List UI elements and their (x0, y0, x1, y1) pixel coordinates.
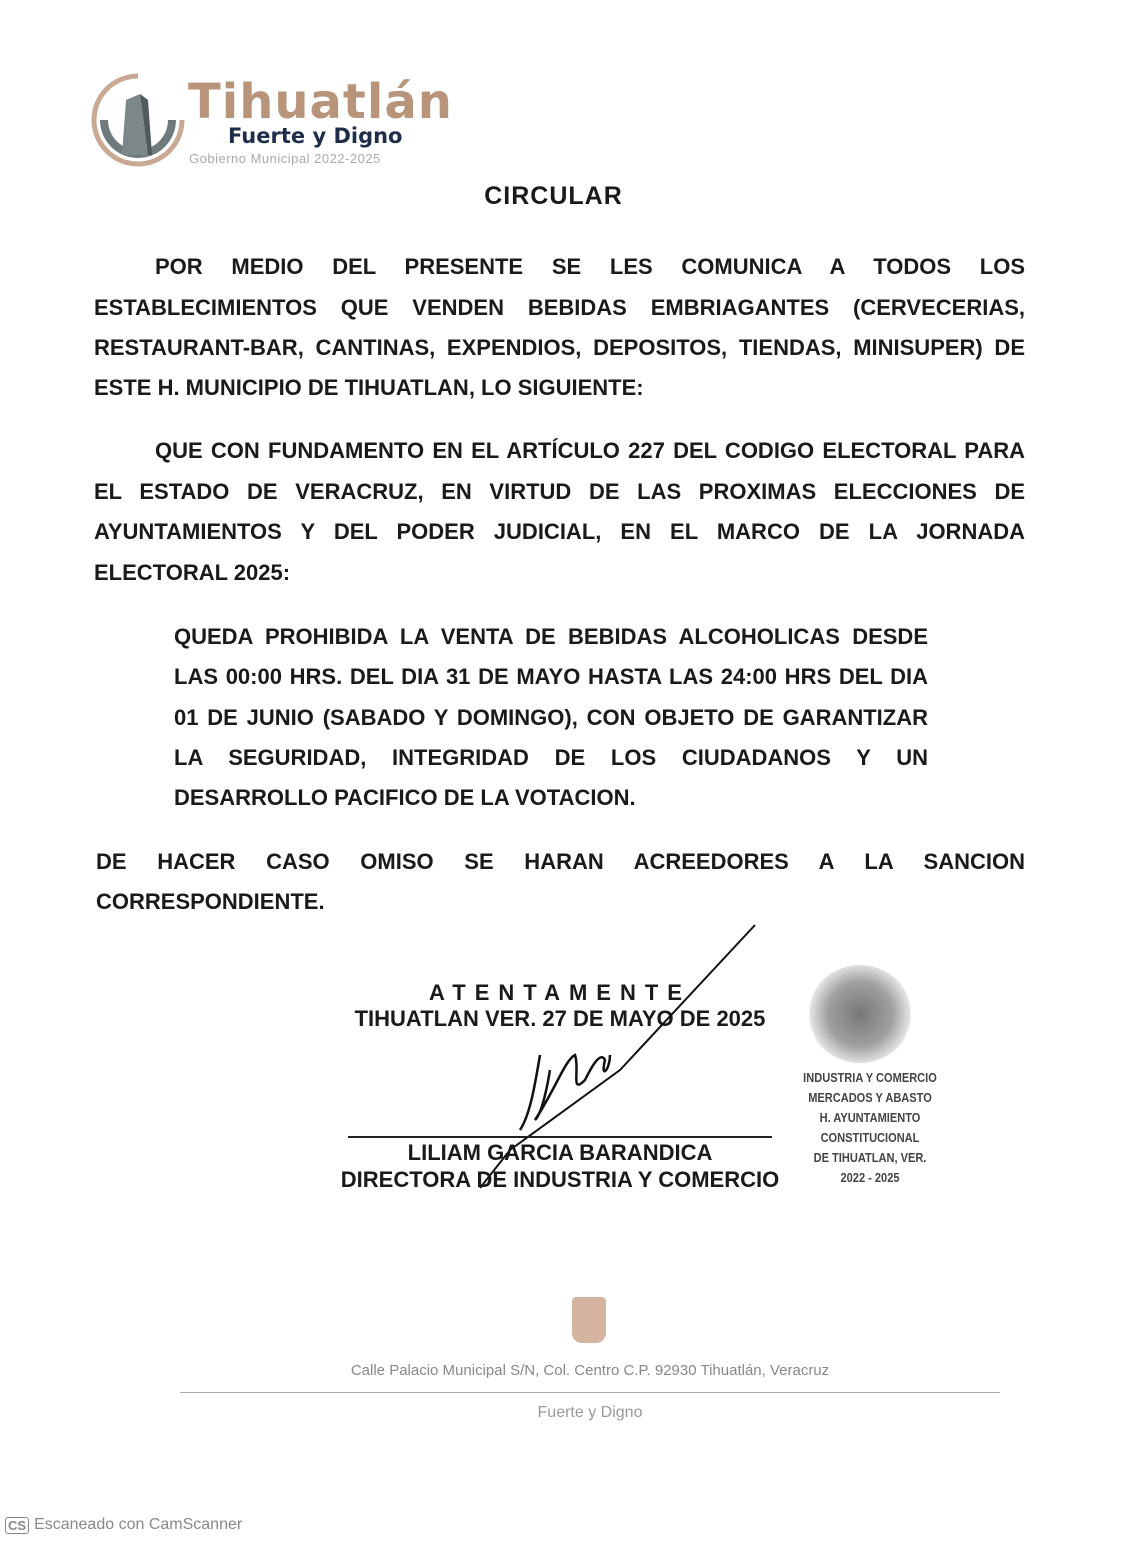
signer-title: DIRECTORA DE INDUSTRIA Y COMERCIO (340, 1167, 780, 1192)
text-line: LA SEGURIDAD, INTEGRIDAD DE LOS CIUDADANOS Y UN (174, 745, 928, 770)
text-line: ELECTORAL 2025: (94, 560, 291, 585)
text-line: DESARROLLO PACIFICO DE LA VOTACION. (174, 785, 636, 810)
text-line: LAS 00:00 HRS. DEL DIA 31 DE MAYO HASTA LAS 24:00 HRS DEL DIA (174, 664, 928, 689)
logo-subtitle: Fuerte y Digno (228, 124, 403, 148)
text-line: RESTAURANT-BAR, CANTINAS, EXPENDIOS, DEPOSITOS, TIENDAS, MINISUPER) DE (94, 335, 1025, 360)
footer-motto: Fuerte y Digno (537, 1404, 643, 1421)
official-seal (808, 965, 912, 1063)
camscanner-label: Escaneado con CamScanner (34, 1516, 243, 1533)
camscanner-logo-icon: CS (5, 1517, 29, 1534)
text-line: EL ESTADO DE VERACRUZ, EN VIRTUD DE LAS PROXIMAS ELECCIONES DE (94, 479, 1025, 504)
coat-of-arms-icon (572, 1297, 606, 1343)
salutation: ATENTAMENTE (429, 980, 691, 1005)
text-line: CORRESPONDIENTE. (96, 889, 325, 914)
signer-name: LILIAM GARCIA BARANDICA (407, 1140, 713, 1165)
document-title: CIRCULAR (484, 182, 623, 210)
logo-government: Gobierno Municipal 2022-2025 (189, 151, 381, 166)
stamp-line: INDUSTRIA Y COMERCIO (803, 1070, 937, 1085)
place-date: TIHUATLAN VER. 27 DE MAYO DE 2025 (354, 1006, 766, 1031)
camscanner-watermark (5, 1516, 242, 1534)
text-line: AYUNTAMIENTOS Y DEL PODER JUDICIAL, EN EL MARCO DE LA JORNADA (94, 519, 1025, 544)
text-line: QUEDA PROHIBIDA LA VENTA DE BEBIDAS ALCOHOLICAS DESDE (174, 624, 928, 649)
signature-line (348, 1136, 772, 1138)
logo-title: Tihuatlán (188, 74, 453, 130)
stamp-line: DE TIHUATLAN, VER. (813, 1150, 927, 1165)
text-line: POR MEDIO DEL PRESENTE SE LES COMUNICA A TODOS LOS (155, 254, 1025, 279)
stamp-line: H. AYUNTAMIENTO CONSTITUCIONAL (819, 1110, 921, 1145)
stamp-line: 2022 - 2025 (840, 1170, 900, 1185)
text-line: ESTABLECIMIENTOS QUE VENDEN BEBIDAS EMBRIAGANTES (CERVECERIAS, (94, 295, 1025, 320)
logo-emblem-icon (88, 70, 188, 170)
text-line: ESTE H. MUNICIPIO DE TIHUATLAN, LO SIGUIENTE: (94, 375, 644, 400)
text-line: DE HACER CASO OMISO SE HARAN ACREEDORES A LA SANCION (96, 849, 1025, 874)
text-line: 01 DE JUNIO (SABADO Y DOMINGO), CON OBJETO DE GARANTIZAR (174, 705, 928, 730)
official-stamp-text (777, 1068, 964, 1188)
footer-address: Calle Palacio Municipal S/N, Col. Centro C.P. 92930 Tihuatlán, Veracruz (350, 1362, 830, 1379)
stamp-line: MERCADOS Y ABASTO (808, 1090, 932, 1105)
footer-divider (180, 1392, 1000, 1393)
text-line: QUE CON FUNDAMENTO EN EL ARTÍCULO 227 DEL CODIGO ELECTORAL PARA (155, 438, 1025, 463)
municipal-logo (88, 70, 188, 170)
